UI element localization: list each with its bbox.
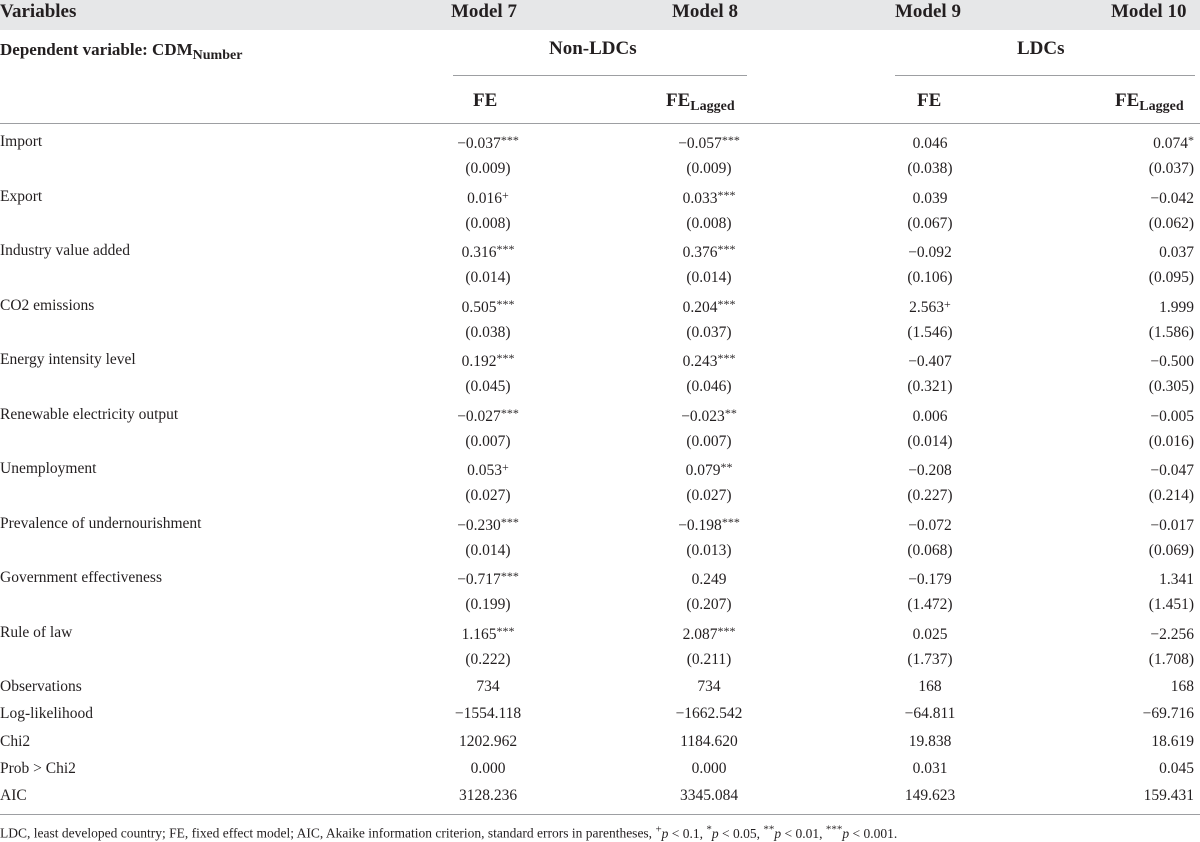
coef-value: 0.192 bbox=[461, 353, 497, 370]
coef-value: 0.204 bbox=[682, 298, 718, 316]
std-error-cell: (0.305) bbox=[1148, 378, 1194, 396]
stat-value: 168 bbox=[1170, 678, 1194, 695]
sig-threshold: < 0.05, bbox=[718, 825, 764, 841]
significance-stars: *** bbox=[717, 242, 736, 256]
std-error-cell: (1.472) bbox=[907, 596, 953, 614]
row-label: Renewable electricity output bbox=[0, 405, 179, 423]
coef-value: 2.087 bbox=[682, 625, 718, 643]
coef-value: 0.037 bbox=[1159, 244, 1194, 261]
significance-stars: *** bbox=[496, 623, 515, 638]
significance-stars: *** bbox=[496, 242, 515, 256]
stat-value: 19.838 bbox=[908, 732, 952, 750]
group-non-ldcs: Non-LDCs bbox=[549, 38, 637, 59]
coef-cell bbox=[413, 406, 563, 426]
std-error-cell: (0.106) bbox=[907, 269, 953, 287]
std-error-cell: (0.037) bbox=[1148, 160, 1194, 178]
std-error-cell: (0.227) bbox=[907, 487, 953, 505]
std-error-cell: (0.222) bbox=[465, 650, 511, 668]
std-error-cell: (1.737) bbox=[907, 650, 953, 668]
stat-value: 159.431 bbox=[1143, 787, 1194, 804]
coef-cell bbox=[1080, 297, 1194, 317]
stat-value: 0.000 bbox=[470, 759, 506, 777]
sig-mark: ** bbox=[763, 823, 775, 835]
coef-value: −0.407 bbox=[908, 353, 952, 370]
significance-stars: *** bbox=[717, 296, 736, 311]
std-error-cell: (0.014) bbox=[686, 269, 732, 287]
row-label: Import bbox=[0, 133, 43, 150]
p-symbol: p bbox=[842, 825, 850, 841]
row-label: Energy intensity level bbox=[0, 351, 136, 368]
coef-value: 0.039 bbox=[912, 189, 948, 207]
coef-cell bbox=[634, 351, 784, 371]
significance-stars: ** bbox=[720, 460, 733, 474]
coef-cell bbox=[413, 297, 563, 317]
coef-value: 0.505 bbox=[461, 298, 497, 316]
coef-value: 0.033 bbox=[682, 189, 718, 207]
row-label: Export bbox=[0, 187, 43, 205]
stat-value: −69.716 bbox=[1142, 705, 1194, 723]
std-error-cell: (1.451) bbox=[1148, 596, 1194, 614]
significance-stars: *** bbox=[717, 187, 736, 202]
std-error-cell: (0.009) bbox=[465, 160, 511, 178]
std-error-cell: (0.027) bbox=[465, 487, 511, 505]
coef-cell bbox=[634, 297, 784, 317]
coef-value: 0.316 bbox=[461, 244, 497, 261]
coef-value: 0.243 bbox=[682, 353, 718, 370]
std-error-cell: (0.067) bbox=[907, 214, 953, 232]
std-error-cell: (0.199) bbox=[465, 596, 511, 614]
coef-cell bbox=[634, 188, 784, 208]
coef-value: 2.563 bbox=[909, 298, 945, 316]
stat-value: 3345.084 bbox=[679, 787, 739, 804]
coef-cell bbox=[855, 133, 1005, 153]
stat-value: −1554.118 bbox=[454, 705, 522, 723]
std-error-cell: (0.008) bbox=[465, 214, 511, 232]
std-error-cell: (0.062) bbox=[1148, 214, 1194, 232]
std-error-cell: (0.068) bbox=[907, 541, 953, 559]
coef-value: −0.717 bbox=[457, 571, 501, 588]
coef-cell bbox=[855, 406, 1005, 426]
coef-cell bbox=[413, 242, 563, 262]
row-label: Government effectiveness bbox=[0, 569, 162, 586]
row-label: Prevalence of undernourishment bbox=[0, 514, 202, 532]
est-label-model-9: FE bbox=[917, 90, 942, 111]
table-footnote: LDC, least developed country; FE, fixed effect model; AIC, Akaike information criterion, standard errors in parentheses, +p < 0.1, *p < 0.05, **p < 0.01, ***p < 0.001. bbox=[0, 823, 898, 841]
coef-cell bbox=[855, 569, 1005, 589]
sig-mark: * bbox=[706, 823, 712, 835]
header-variables: Variables bbox=[0, 1, 77, 22]
coef-cell bbox=[855, 515, 1005, 535]
coef-value: −0.047 bbox=[1150, 462, 1194, 479]
table-header-bar bbox=[0, 0, 1200, 30]
coef-cell bbox=[413, 133, 563, 153]
significance-stars: *** bbox=[717, 351, 736, 365]
coef-value: 0.006 bbox=[912, 407, 948, 425]
std-error-cell: (0.013) bbox=[686, 541, 732, 559]
stat-value: 1184.620 bbox=[680, 732, 738, 750]
header-model-10: Model 10 bbox=[1111, 1, 1187, 22]
coef-cell bbox=[1080, 133, 1194, 153]
std-error-cell: (0.211) bbox=[686, 650, 732, 668]
coef-cell bbox=[1080, 406, 1194, 426]
std-error-cell: (0.038) bbox=[907, 160, 953, 178]
coef-cell bbox=[855, 351, 1005, 371]
coef-value: 0.046 bbox=[912, 135, 948, 152]
stat-value: 168 bbox=[918, 678, 942, 695]
std-error-cell: (0.046) bbox=[686, 378, 732, 396]
group-rule-non-ldcs bbox=[453, 75, 747, 76]
group-rule-ldcs bbox=[895, 75, 1195, 76]
coef-value: −2.256 bbox=[1150, 625, 1194, 643]
std-error-cell: (0.207) bbox=[686, 596, 732, 614]
significance-stars: *** bbox=[721, 514, 740, 529]
header-model-8: Model 8 bbox=[672, 1, 738, 22]
stat-value: 0.045 bbox=[1159, 759, 1194, 777]
significance-stars: *** bbox=[496, 296, 515, 311]
coef-value: −0.027 bbox=[457, 407, 501, 425]
coef-cell bbox=[855, 188, 1005, 208]
header-model-9: Model 9 bbox=[895, 1, 961, 22]
significance-stars: *** bbox=[500, 514, 519, 529]
coef-value: −0.037 bbox=[457, 135, 501, 152]
coef-value: −0.057 bbox=[678, 135, 722, 152]
stat-label: AIC bbox=[0, 787, 27, 804]
coef-cell bbox=[634, 569, 784, 589]
stat-value: 3128.236 bbox=[458, 787, 518, 804]
std-error-cell: (1.546) bbox=[907, 323, 953, 341]
significance-notes bbox=[655, 823, 898, 841]
sig-mark: + bbox=[655, 823, 662, 835]
significance-stars: *** bbox=[500, 405, 519, 420]
coef-cell bbox=[855, 624, 1005, 644]
stat-value: 149.623 bbox=[904, 787, 956, 804]
coef-cell bbox=[855, 460, 1005, 480]
coef-cell bbox=[413, 188, 563, 208]
stat-label: Observations bbox=[0, 678, 82, 695]
std-error-cell: (0.007) bbox=[686, 432, 732, 450]
coef-value: −0.500 bbox=[1150, 353, 1194, 370]
std-error-cell: (0.009) bbox=[686, 160, 732, 178]
coef-value: −0.072 bbox=[908, 516, 952, 534]
significance-stars: *** bbox=[717, 623, 736, 638]
stat-label: Chi2 bbox=[0, 732, 31, 750]
significance-stars: + bbox=[944, 296, 951, 311]
coef-value: −0.092 bbox=[908, 244, 952, 261]
coef-cell bbox=[413, 515, 563, 535]
coef-cell bbox=[634, 133, 784, 153]
std-error-cell: (0.016) bbox=[1148, 432, 1194, 450]
significance-stars: *** bbox=[721, 133, 740, 147]
header-model-7: Model 7 bbox=[451, 1, 517, 22]
std-error-cell: (0.045) bbox=[465, 378, 511, 396]
est-label-model-7: FE bbox=[473, 90, 498, 111]
std-error-cell: (1.586) bbox=[1148, 323, 1194, 341]
std-error-cell: (0.014) bbox=[907, 432, 953, 450]
coef-value: 1.165 bbox=[461, 625, 497, 643]
coef-cell bbox=[634, 406, 784, 426]
stat-value: 734 bbox=[476, 678, 500, 695]
coef-value: 0.079 bbox=[685, 462, 721, 479]
coef-cell bbox=[1080, 460, 1194, 480]
std-error-cell: (0.038) bbox=[465, 323, 511, 341]
stat-value: 18.619 bbox=[1151, 732, 1194, 750]
std-error-cell: (1.708) bbox=[1148, 650, 1194, 668]
coef-cell bbox=[1080, 188, 1194, 208]
std-error-cell: (0.214) bbox=[1148, 487, 1194, 505]
row-label: Rule of law bbox=[0, 623, 73, 641]
coef-cell bbox=[1080, 569, 1194, 589]
significance-stars: *** bbox=[500, 133, 519, 147]
coef-value: −0.042 bbox=[1150, 189, 1194, 207]
stat-value: 1202.962 bbox=[458, 732, 518, 750]
coef-value: 0.376 bbox=[682, 244, 718, 261]
coef-value: 0.025 bbox=[912, 625, 948, 643]
coef-cell bbox=[413, 569, 563, 589]
sig-threshold: < 0.1, bbox=[668, 825, 707, 841]
row-label: Industry value added bbox=[0, 242, 130, 259]
std-error-cell: (0.027) bbox=[686, 487, 732, 505]
significance-stars: + bbox=[502, 460, 509, 474]
coef-cell bbox=[413, 351, 563, 371]
significance-stars: * bbox=[1188, 133, 1194, 147]
std-error-cell: (0.007) bbox=[465, 432, 511, 450]
coef-value: 0.053 bbox=[467, 462, 503, 479]
std-error-cell: (0.069) bbox=[1148, 541, 1194, 559]
coef-value: −0.208 bbox=[908, 462, 952, 479]
coef-value: 0.016 bbox=[467, 189, 503, 207]
coef-cell bbox=[1080, 624, 1194, 644]
dependent-variable-label: Dependent variable: $CDM_{Number}$ bbox=[0, 40, 243, 63]
stat-label: Log-likelihood bbox=[0, 705, 93, 723]
table-bottom-rule bbox=[0, 814, 1200, 815]
coef-value: 1.999 bbox=[1159, 298, 1194, 316]
coef-value: −0.198 bbox=[678, 516, 722, 534]
sig-mark: *** bbox=[825, 823, 843, 835]
coef-cell bbox=[634, 242, 784, 262]
coef-cell bbox=[634, 624, 784, 644]
row-label: Unemployment bbox=[0, 460, 97, 477]
sig-threshold: < 0.001. bbox=[849, 825, 898, 841]
header-bottom-rule bbox=[0, 123, 1200, 124]
stat-value: 0.031 bbox=[912, 759, 948, 777]
stat-value: 0.000 bbox=[691, 759, 727, 777]
p-symbol: p bbox=[774, 825, 782, 841]
std-error-cell: (0.037) bbox=[686, 323, 732, 341]
coef-value: 1.341 bbox=[1159, 571, 1194, 588]
coef-cell bbox=[634, 460, 784, 480]
group-ldcs: LDCs bbox=[1017, 38, 1065, 59]
p-symbol: p bbox=[661, 825, 669, 841]
significance-stars: ** bbox=[724, 405, 737, 420]
coef-cell bbox=[413, 624, 563, 644]
coef-value: 0.074 bbox=[1153, 135, 1188, 152]
est-label-model-10: $FE_{Lagged}$ bbox=[1115, 90, 1184, 114]
coef-cell bbox=[855, 242, 1005, 262]
p-symbol: p bbox=[711, 825, 719, 841]
coef-cell bbox=[413, 460, 563, 480]
coef-value: 0.249 bbox=[691, 571, 727, 588]
stat-value: −1662.542 bbox=[675, 705, 743, 723]
significance-stars: + bbox=[502, 187, 509, 202]
coef-value: −0.179 bbox=[908, 571, 952, 588]
std-error-cell: (0.014) bbox=[465, 541, 511, 559]
std-error-cell: (0.014) bbox=[465, 269, 511, 287]
coef-cell bbox=[634, 515, 784, 535]
coef-cell bbox=[1080, 515, 1194, 535]
coef-value: −0.005 bbox=[1150, 407, 1194, 425]
std-error-cell: (0.321) bbox=[907, 378, 953, 396]
stat-value: −64.811 bbox=[904, 705, 956, 723]
significance-stars: *** bbox=[496, 351, 515, 365]
coef-value: −0.017 bbox=[1150, 516, 1194, 534]
sig-threshold: < 0.01, bbox=[781, 825, 826, 841]
coef-cell bbox=[855, 297, 1005, 317]
coef-value: −0.023 bbox=[681, 407, 725, 425]
row-label: CO2 emissions bbox=[0, 296, 95, 314]
std-error-cell: (0.095) bbox=[1148, 269, 1194, 287]
coef-value: −0.230 bbox=[457, 516, 501, 534]
coef-cell bbox=[1080, 242, 1194, 262]
significance-stars: *** bbox=[500, 569, 519, 583]
stat-value: 734 bbox=[697, 678, 721, 695]
std-error-cell: (0.008) bbox=[686, 214, 732, 232]
est-label-model-8: $FE_{Lagged}$ bbox=[666, 90, 735, 114]
coef-cell bbox=[1080, 351, 1194, 371]
stat-label: Prob > Chi2 bbox=[0, 759, 76, 777]
